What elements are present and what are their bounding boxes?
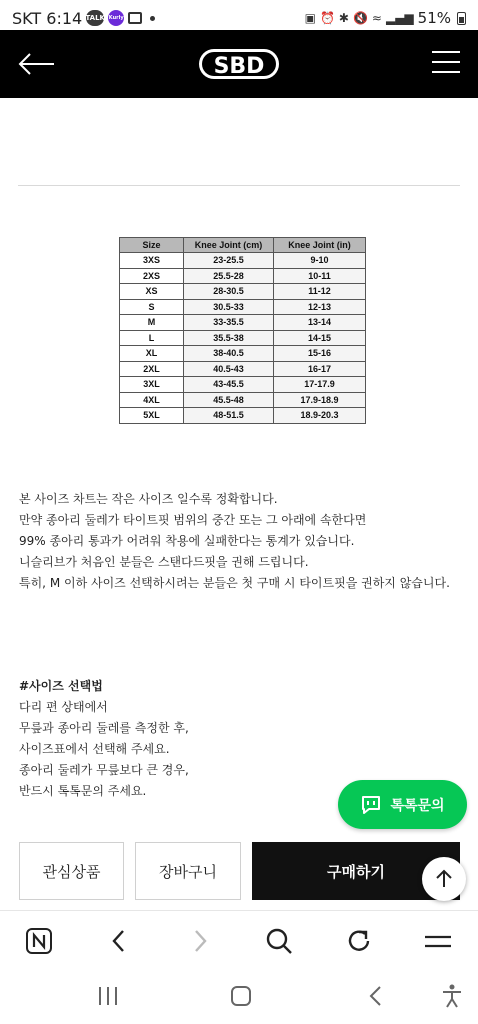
guide-line: 사이즈표에서 선택해 주세요. xyxy=(19,742,170,756)
in-cell: 13-14 xyxy=(274,315,366,331)
accessibility-button[interactable] xyxy=(438,983,466,1009)
in-cell: 11-12 xyxy=(274,284,366,300)
wifi-icon: ≈ xyxy=(371,11,382,25)
in-cell: 14-15 xyxy=(274,330,366,346)
gallery-icon xyxy=(128,12,142,24)
table-row xyxy=(120,392,366,408)
recent-apps-icon xyxy=(94,983,122,1009)
browser-refresh-button[interactable] xyxy=(344,926,374,956)
table-row xyxy=(120,268,366,284)
description-line: 99% 종아리 통과가 어려워 착용에 실패한다는 통계가 있습니다. xyxy=(19,534,355,548)
more-notifications-icon xyxy=(150,16,155,21)
in-cell: 18.9-20.3 xyxy=(274,408,366,424)
cm-cell: 38-40.5 xyxy=(184,346,274,362)
browser-toolbar xyxy=(0,910,478,968)
guide-title: #사이즈 선택법 xyxy=(19,679,103,693)
table-row xyxy=(120,284,366,300)
chevron-left-icon xyxy=(104,926,134,956)
home-button[interactable] xyxy=(227,983,255,1009)
buy-button[interactable]: 구매하기 xyxy=(252,842,460,900)
size-header: Size xyxy=(120,238,184,253)
size-chart xyxy=(119,237,366,424)
cm-cell: 30.5-33 xyxy=(184,299,274,315)
back-button[interactable] xyxy=(18,52,56,76)
browser-forward-button[interactable] xyxy=(185,926,215,956)
browser-back-button[interactable] xyxy=(104,926,134,956)
system-back-button[interactable] xyxy=(362,983,390,1009)
cm-cell: 43-45.5 xyxy=(184,377,274,393)
guide-line: 무릎과 종아리 둘레를 측정한 후, xyxy=(19,721,189,735)
cm-cell: 45.5-48 xyxy=(184,392,274,408)
table-row xyxy=(120,346,366,362)
knee-in-header: Knee Joint (in) xyxy=(274,238,366,253)
bluetooth-icon: ✱ xyxy=(338,11,349,25)
cm-cell: 25.5-28 xyxy=(184,268,274,284)
section-divider xyxy=(18,185,460,186)
cm-cell: 35.5-38 xyxy=(184,330,274,346)
in-cell: 10-11 xyxy=(274,268,366,284)
description-line: 특히, M 이하 사이즈 선택하시려는 분들은 첫 구매 시 타이트핏을 권하지 않습니다. xyxy=(19,576,450,590)
chat-bubble-icon xyxy=(360,794,382,816)
browser-search-button[interactable] xyxy=(264,926,294,956)
naver-icon xyxy=(24,926,54,956)
scroll-top-button[interactable] xyxy=(422,857,466,901)
in-cell: 15-16 xyxy=(274,346,366,362)
in-cell: 12-13 xyxy=(274,299,366,315)
size-cell: M xyxy=(120,315,184,331)
size-cell: 5XL xyxy=(120,408,184,424)
size-cell: XS xyxy=(120,284,184,300)
battery-icon xyxy=(457,12,466,25)
size-cell: 3XS xyxy=(120,253,184,269)
size-cell: XL xyxy=(120,346,184,362)
description-line: 만약 종아리 둘레가 타이트핏 범위의 중간 또는 그 아래에 속한다면 xyxy=(19,513,367,527)
description-line: 니슬리브가 처음인 분들은 스탠다드핏을 권해 드립니다. xyxy=(19,555,309,569)
browser-menu-button[interactable] xyxy=(423,926,453,956)
menu-icon xyxy=(423,926,453,956)
size-table-header-row xyxy=(120,238,366,253)
system-navigation-bar xyxy=(0,968,478,1024)
app-header xyxy=(0,30,478,98)
table-row xyxy=(120,408,366,424)
sbd-logo-graphic xyxy=(197,46,281,82)
table-row xyxy=(120,330,366,346)
guide-line: 반드시 톡톡문의 주세요. xyxy=(19,784,147,798)
size-cell: 2XL xyxy=(120,361,184,377)
size-cell: 2XS xyxy=(120,268,184,284)
alarm-icon: ⏰ xyxy=(319,11,335,25)
search-icon xyxy=(264,926,294,956)
size-cell: L xyxy=(120,330,184,346)
cm-cell: 48-51.5 xyxy=(184,408,274,424)
cm-cell: 23-25.5 xyxy=(184,253,274,269)
guide-line: 다리 편 상태에서 xyxy=(19,700,108,714)
arrow-up-icon xyxy=(434,869,454,889)
in-cell: 17-17.9 xyxy=(274,377,366,393)
refresh-icon xyxy=(344,926,374,956)
size-cell: 3XL xyxy=(120,377,184,393)
table-row xyxy=(120,377,366,393)
lock-icon: ▣ xyxy=(304,11,316,25)
recent-apps-button[interactable] xyxy=(94,983,122,1009)
menu-button[interactable] xyxy=(432,48,460,76)
size-table xyxy=(119,237,366,424)
carrier-time: SKT 6:14 xyxy=(12,8,83,28)
kurly-icon: Kurly xyxy=(108,10,124,26)
cart-button[interactable]: 장바구니 xyxy=(135,842,241,900)
chevron-right-icon xyxy=(185,926,215,956)
talktalk-label: 톡톡문의 xyxy=(390,797,445,814)
status-left xyxy=(12,9,155,28)
home-icon xyxy=(227,983,255,1009)
talktalk-inquiry-button[interactable] xyxy=(338,780,467,829)
wishlist-button[interactable]: 관심상품 xyxy=(19,842,124,900)
cm-cell: 40.5-43 xyxy=(184,361,274,377)
in-cell: 17.9-18.9 xyxy=(274,392,366,408)
knee-cm-header: Knee Joint (cm) xyxy=(184,238,274,253)
hamburger-icon xyxy=(432,48,460,76)
battery-percent: 51% xyxy=(417,9,451,27)
size-cell: 4XL xyxy=(120,392,184,408)
naver-home-button[interactable] xyxy=(24,926,54,956)
cm-cell: 33-35.5 xyxy=(184,315,274,331)
sbd-logo[interactable] xyxy=(197,46,281,82)
logo-text: SBD xyxy=(213,54,265,79)
in-cell: 16-17 xyxy=(274,361,366,377)
table-row xyxy=(120,299,366,315)
cm-cell: 28-30.5 xyxy=(184,284,274,300)
table-row xyxy=(120,253,366,269)
back-chevron-icon xyxy=(362,983,390,1009)
arrow-left-icon xyxy=(18,52,56,76)
accessibility-icon xyxy=(438,983,466,1009)
table-row xyxy=(120,315,366,331)
signal-icon: ▂▄▆ xyxy=(385,11,414,25)
size-description xyxy=(19,489,461,594)
size-cell: S xyxy=(120,299,184,315)
status-right xyxy=(305,9,466,27)
kakaotalk-icon: TALK xyxy=(86,10,104,26)
guide-line: 종아리 둘레가 무릎보다 큰 경우, xyxy=(19,763,189,777)
table-row xyxy=(120,361,366,377)
description-line: 본 사이즈 차트는 작은 사이즈 일수록 정확합니다. xyxy=(19,492,278,506)
action-bar xyxy=(0,840,478,910)
in-cell: 9-10 xyxy=(274,253,366,269)
mute-icon: 🔇 xyxy=(352,11,368,25)
